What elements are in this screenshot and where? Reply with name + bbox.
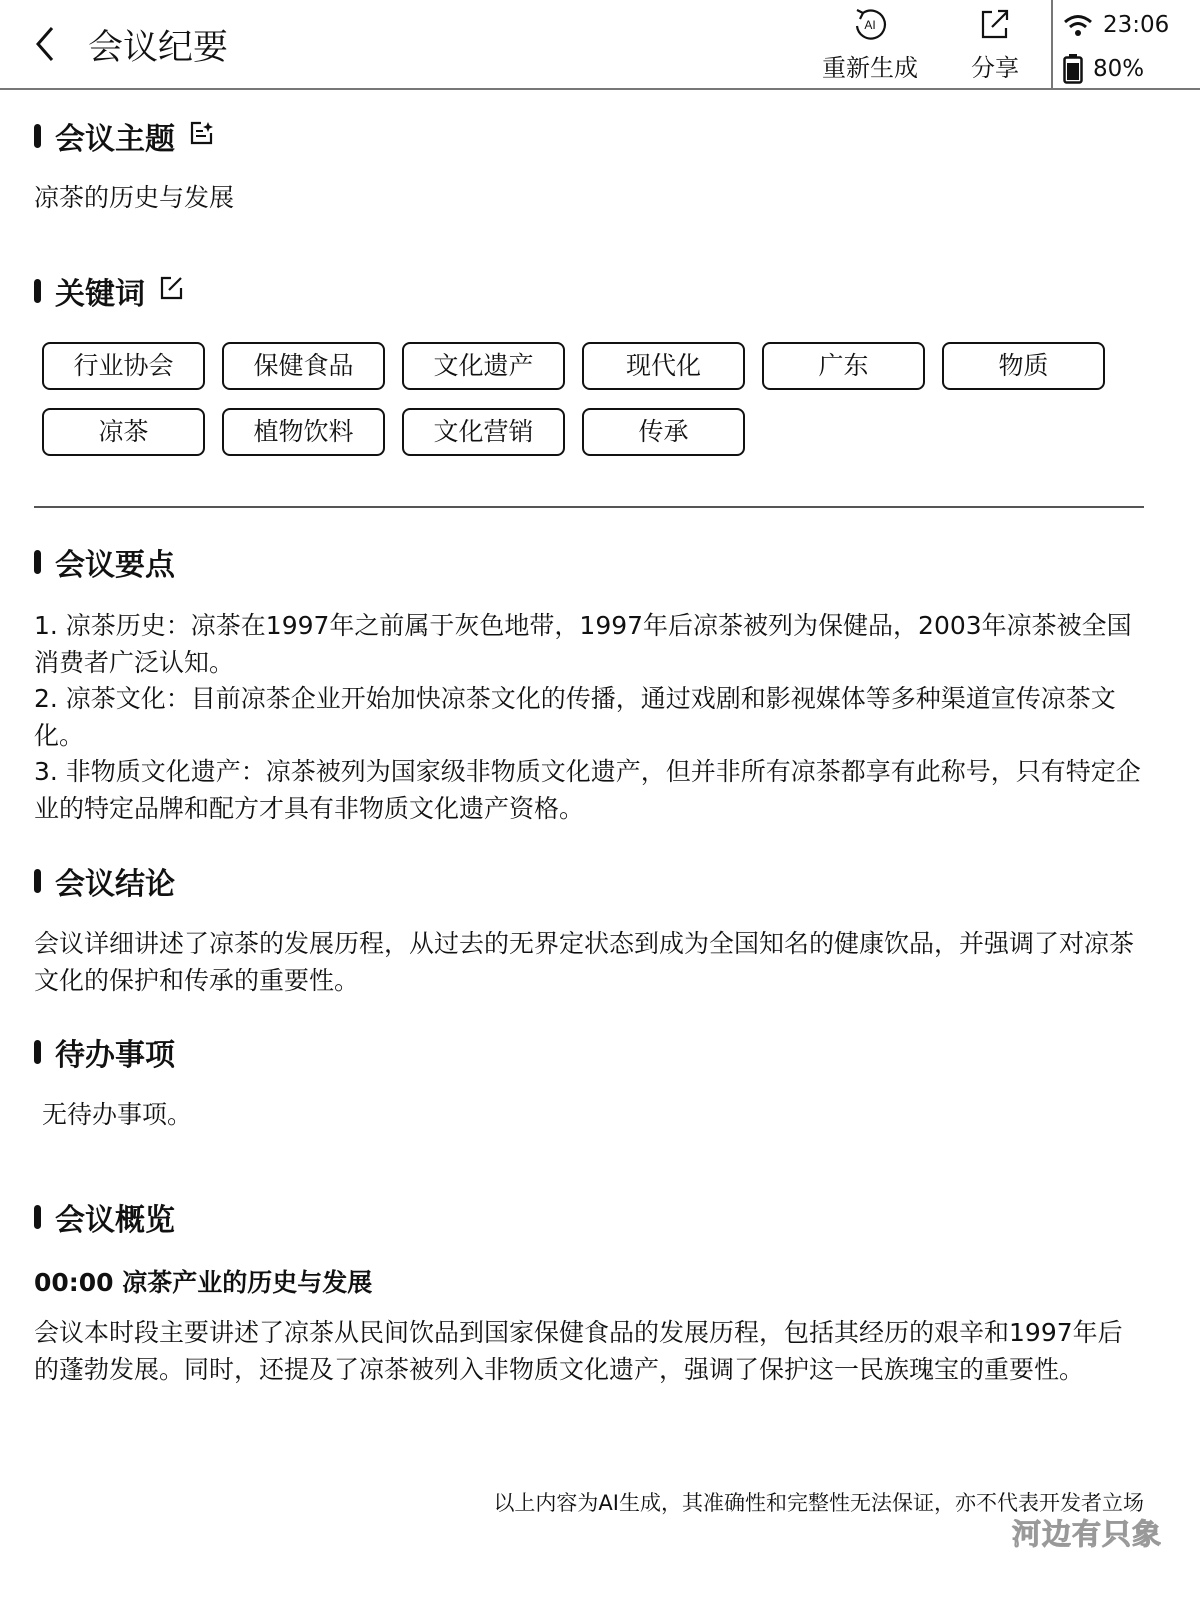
topic-text: 凉茶的历史与发展 bbox=[34, 183, 235, 212]
back-button[interactable] bbox=[30, 22, 64, 66]
share-label: 分享 bbox=[971, 54, 1019, 82]
section-points-heading bbox=[34, 540, 175, 584]
divider bbox=[34, 506, 1144, 508]
ai-refresh-icon bbox=[851, 6, 889, 42]
status-area bbox=[1051, 0, 1200, 88]
list-item: 1. 凉茶历史：凉茶在1997年之前属于灰色地带，1997年后凉茶被列为保健品，2003年凉茶被全国消费者广泛认知。 bbox=[34, 611, 1132, 677]
share-icon bbox=[978, 6, 1012, 42]
heading-text: 待办事项 bbox=[55, 1038, 175, 1073]
regenerate-label: 重新生成 bbox=[822, 54, 918, 82]
heading-marker bbox=[34, 279, 41, 303]
section-todo-heading bbox=[34, 1030, 175, 1074]
edit-icon bbox=[159, 275, 185, 301]
edit-ai-icon bbox=[189, 120, 215, 146]
points-list bbox=[34, 608, 1144, 827]
top-bar bbox=[0, 0, 1200, 90]
ai-disclaimer: 以上内容为AI生成，其准确性和完整性无法保证，亦不代表开发者立场 bbox=[493, 1491, 1144, 1515]
keyword-tag[interactable]: 现代化 bbox=[582, 342, 745, 390]
list-item: 2. 凉茶文化：目前凉茶企业开始加快凉茶文化的传播，通过戏剧和影视媒体等多种渠道宣传凉茶文化。 bbox=[34, 684, 1116, 750]
keyword-tag[interactable]: 文化遗产 bbox=[402, 342, 565, 390]
battery-icon bbox=[1063, 54, 1083, 84]
heading-text: 会议结论 bbox=[55, 867, 175, 902]
heading-marker bbox=[34, 1040, 41, 1064]
ai-icon-text: AI bbox=[864, 18, 876, 32]
page-title: 会议纪要 bbox=[88, 28, 229, 68]
keyword-tag[interactable]: 行业协会 bbox=[42, 342, 205, 390]
heading-marker bbox=[34, 1205, 41, 1229]
edit-keywords-button[interactable] bbox=[159, 274, 185, 309]
clock: 23:06 bbox=[1103, 12, 1170, 38]
heading-marker bbox=[34, 550, 41, 574]
keyword-tag[interactable]: 文化营销 bbox=[402, 408, 565, 456]
list-item: 3. 非物质文化遗产：凉茶被列为国家级非物质文化遗产，但并非所有凉茶都享有此称号，只有特定企业的特定品牌和配方才具有非物质文化遗产资格。 bbox=[34, 757, 1141, 823]
battery-level: 80% bbox=[1093, 56, 1145, 82]
keyword-tag[interactable]: 凉茶 bbox=[42, 408, 205, 456]
keyword-tag[interactable]: 植物饮料 bbox=[222, 408, 385, 456]
heading-text: 会议要点 bbox=[55, 548, 175, 583]
wifi-icon bbox=[1063, 13, 1093, 37]
section-conclusion-heading bbox=[34, 859, 175, 903]
todo-text: 无待办事项。 bbox=[42, 1100, 193, 1129]
share-button[interactable] bbox=[960, 6, 1030, 83]
time-row bbox=[1063, 12, 1169, 38]
section-topic-heading bbox=[34, 114, 215, 158]
regenerate-button[interactable] bbox=[820, 6, 920, 83]
battery-row bbox=[1063, 54, 1144, 84]
watermark: 河边有只象 bbox=[1011, 1517, 1162, 1551]
conclusion-text: 会议详细讲述了凉茶的发展历程，从过去的无界定状态到成为全国知名的健康饮品，并强调了对凉茶文化的保护和传承的重要性。 bbox=[34, 929, 1135, 995]
keyword-tag[interactable]: 广东 bbox=[762, 342, 925, 390]
overview-segment-text: 会议本时段主要讲述了凉茶从民间饮品到国家保健食品的发展历程，包括其经历的艰辛和1997年后的蓬勃发展。同时，还提及了凉茶被列入非物质文化遗产，强调了保护这一民族瑰宝的重要性。 bbox=[34, 1318, 1123, 1384]
edit-topic-button[interactable] bbox=[189, 119, 215, 154]
heading-marker bbox=[34, 869, 41, 893]
heading-text: 关键词 bbox=[55, 277, 145, 312]
section-overview-heading bbox=[34, 1195, 175, 1239]
keyword-tag[interactable]: 传承 bbox=[582, 408, 745, 456]
heading-text: 会议概览 bbox=[55, 1203, 175, 1238]
chevron-left-icon bbox=[30, 22, 64, 66]
overview-segment-title: 00:00 凉茶产业的历史与发展 bbox=[34, 1268, 373, 1297]
keyword-tag[interactable]: 保健食品 bbox=[222, 342, 385, 390]
heading-marker bbox=[34, 124, 41, 148]
section-keywords-heading bbox=[34, 269, 185, 313]
heading-text: 会议主题 bbox=[55, 122, 175, 157]
keyword-tag[interactable]: 物质 bbox=[942, 342, 1105, 390]
